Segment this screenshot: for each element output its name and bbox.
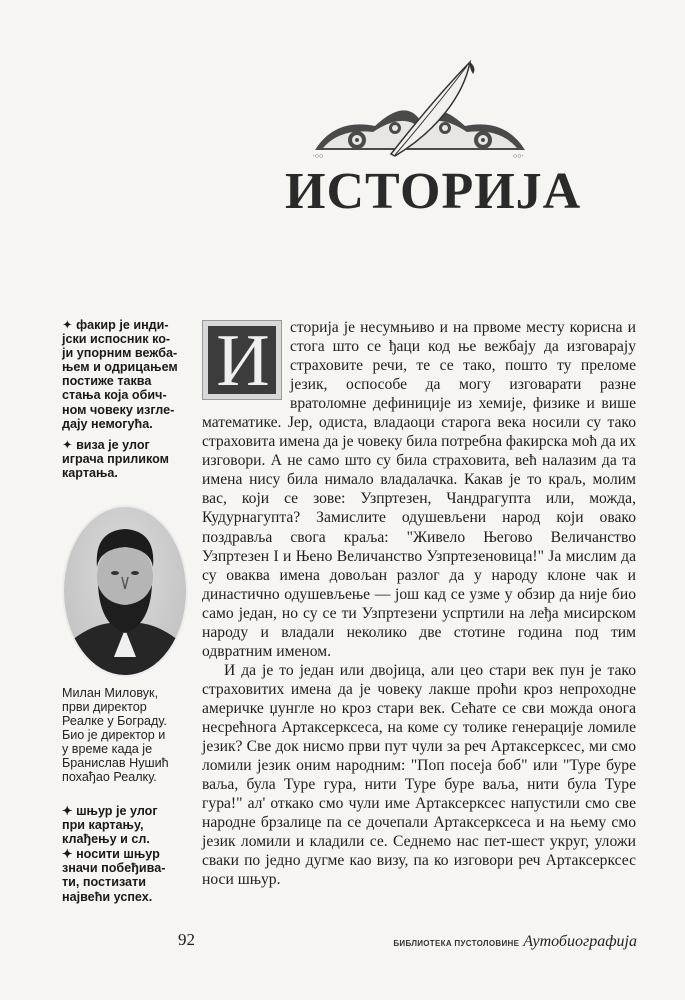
main-text: [202, 318, 636, 889]
feather-ornament: [295, 58, 545, 166]
note-text: носити шњур значи побеђива- ти, постизати највећи успех.: [62, 847, 166, 904]
svg-text:○○∙: ○○∙: [513, 152, 524, 160]
library-label: БИБЛИОТЕКА ПУСТОЛОВИНЕ: [393, 939, 520, 948]
bullet-icon: ✦: [62, 437, 77, 452]
bullet-icon: ✦: [62, 847, 77, 862]
glossary-note-viza: [62, 438, 190, 480]
note-text: фaкир је инди- јски испосник ко- ји упорним вежба- њем и одрицањем постиже таква стања која обич- ном човеку изгле- дају немогућа.: [62, 318, 178, 431]
running-footer: [393, 933, 637, 951]
page-number: 92: [178, 930, 195, 949]
note-text: шњур је улог при картању, клађењу и сл.: [62, 804, 158, 847]
note-text: виза је улог играча приликом картања.: [62, 437, 169, 480]
chapter-title: ИСТОРИЈА: [285, 163, 582, 220]
glossary-note-fakir: [62, 318, 190, 431]
book-title: Аутобиографија: [523, 933, 637, 950]
portrait-caption: Милан Миловук, први директор Реалке у Бoграду. Био је директор и у време када је Бранислав Нушић похађао Реалку.: [62, 686, 169, 784]
sidebar-notes: [62, 318, 190, 487]
paragraph: сторија је несумњиво и на првоме месту корисна и стога што се ђаци код ње вежбају да изговарају страховите речи, те се тако, пошто ту преломе језик, оспособе да могу изговарати разне вратоломне дефиниције из хемије, физике и више математике. Јер, одиста, владаоци старога века носили су тако страховита имена да је човеку била потребна факирска моћ да их изговори. А не само што су била страховита, већ налазим да та имена нису била нимало владалачка. Какав је то краљ, молим вас, који се зове: Узпртезен, Чандрагупта или, можда, Кудурнагупта? Замислите одушевљени народ који овако поздравља свога краља: "Живело Његово Величанство Узпртезен I и Њено Величанство Узпртезеновица!" Ја мислим да су оваква имена довољан разлог да у народу клоне чак и династично одушевљење — још кад се узме у обзир да није био само један, но су се ти Узпртезени успртили на леђа мисирском народу и владали неколико две стотине година под тим одвратним именом.: [202, 319, 636, 660]
portrait-image: [62, 505, 188, 675]
drop-cap-letter: И: [216, 320, 270, 402]
glossary-note-nositi-shnjur: [62, 847, 190, 903]
sidebar-notes-bottom: [62, 804, 190, 911]
bullet-icon: ✦: [62, 804, 77, 818]
glossary-note-shnjur: [62, 804, 190, 846]
svg-text:∙○○: ∙○○: [313, 152, 324, 160]
man-portrait-icon: [64, 507, 186, 675]
bullet-icon: ✦: [62, 318, 77, 332]
drop-cap: [202, 320, 282, 400]
paragraph: И да је то један или двојица, али цео стари век пун је тако страховитих имена да је човеку лакше проћи кроз непроходне америчке џунгле но кроз стари век. Сећате се сви можда онога несрећнога Артаксерксеса, на коме су толике генерације ломиле језик? Све док нисмо први пут чули за реч Артаксерксес, ми смо ломили језик оним народним: "Поп посеја боб" или "Туре буре ваља, була Туре гура, нити Туре буре ваља, нити була Туре гура!" ал' откако смо чули име Артаксерксес напустили смо све народне брзалице па се дочепали Артаксерксеса и на њему смо језик ломили и кладили се. Седнемо нас пет-шест укруг, уложи сваки по једно дугме као визу, па ко изговори реч Артаксерксес носи шњур.: [202, 661, 636, 889]
